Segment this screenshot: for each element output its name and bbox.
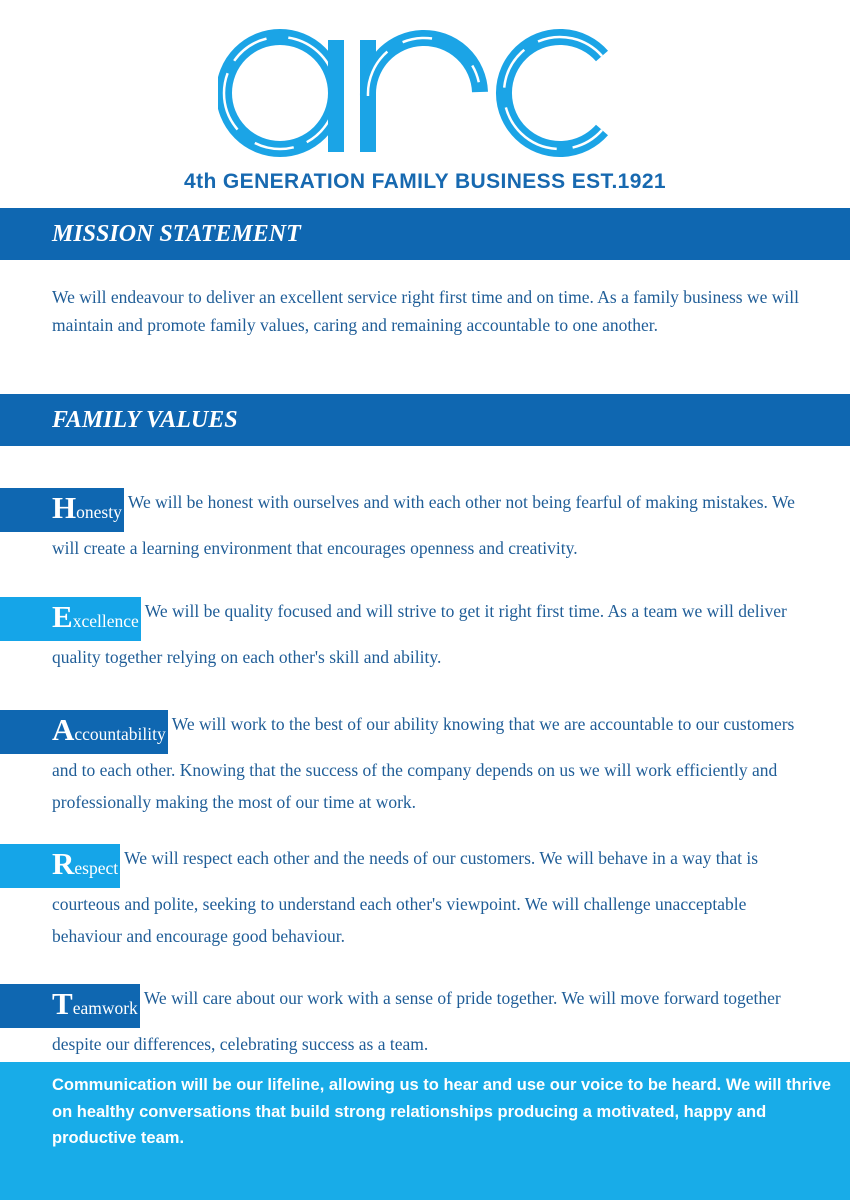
value-tag-accountability: Accountability bbox=[0, 710, 168, 754]
values-heading: FAMILY VALUES bbox=[52, 407, 238, 433]
value-honesty bbox=[0, 486, 812, 564]
tagline: 4th GENERATION FAMILY BUSINESS EST.1921 bbox=[184, 170, 666, 193]
value-text-respect: We will respect each other and the needs of our customers. We will behave in a way that is courteous and polite, seeking to understand each other's viewpoint. We will challenge unacceptable behaviour and encourage good behaviour. bbox=[52, 848, 759, 946]
value-tag-teamwork: Teamwork bbox=[0, 984, 140, 1028]
value-tag-respect: Respect bbox=[0, 844, 120, 888]
mission-text: We will endeavour to deliver an excellent service right first time and on time. As a family business we will maintain and promote family values, caring and remaining accountable to one another. bbox=[52, 287, 799, 335]
mission-heading: MISSION STATEMENT bbox=[52, 221, 301, 247]
value-text-excellence: We will be quality focused and will strive to get it right first time. As a team we will deliver quality together relying on each other's skill and ability. bbox=[52, 601, 787, 667]
values-band bbox=[0, 394, 850, 446]
arc-logo bbox=[218, 26, 618, 160]
value-tag-honesty: Honesty bbox=[0, 488, 124, 532]
value-tag-excellence: Excellence bbox=[0, 597, 141, 641]
footer-banner bbox=[0, 1062, 850, 1200]
value-accountability bbox=[0, 708, 812, 818]
mission-band bbox=[0, 208, 850, 260]
value-respect bbox=[0, 842, 812, 952]
value-excellence bbox=[0, 595, 812, 673]
value-text-honesty: We will be honest with ourselves and with each other not being fearful of making mistakes. We will create a learning environment that encourages openness and creativity. bbox=[52, 492, 795, 558]
value-teamwork bbox=[0, 982, 812, 1060]
value-text-accountability: We will work to the best of our ability knowing that we are accountable to our customers and to each other. Knowing that the success of the company depends on us we will work efficiently and professionally making the most of our time at work. bbox=[52, 714, 795, 812]
value-text-teamwork: We will care about our work with a sense of pride together. We will move forward together despite our differences, celebrating success as a team. bbox=[52, 988, 781, 1054]
footer-text: Communication will be our lifeline, allowing us to hear and use our voice to be heard. We will thrive on healthy conversations that build strong relationships producing a motivated, happy and productive team. bbox=[52, 1076, 831, 1147]
